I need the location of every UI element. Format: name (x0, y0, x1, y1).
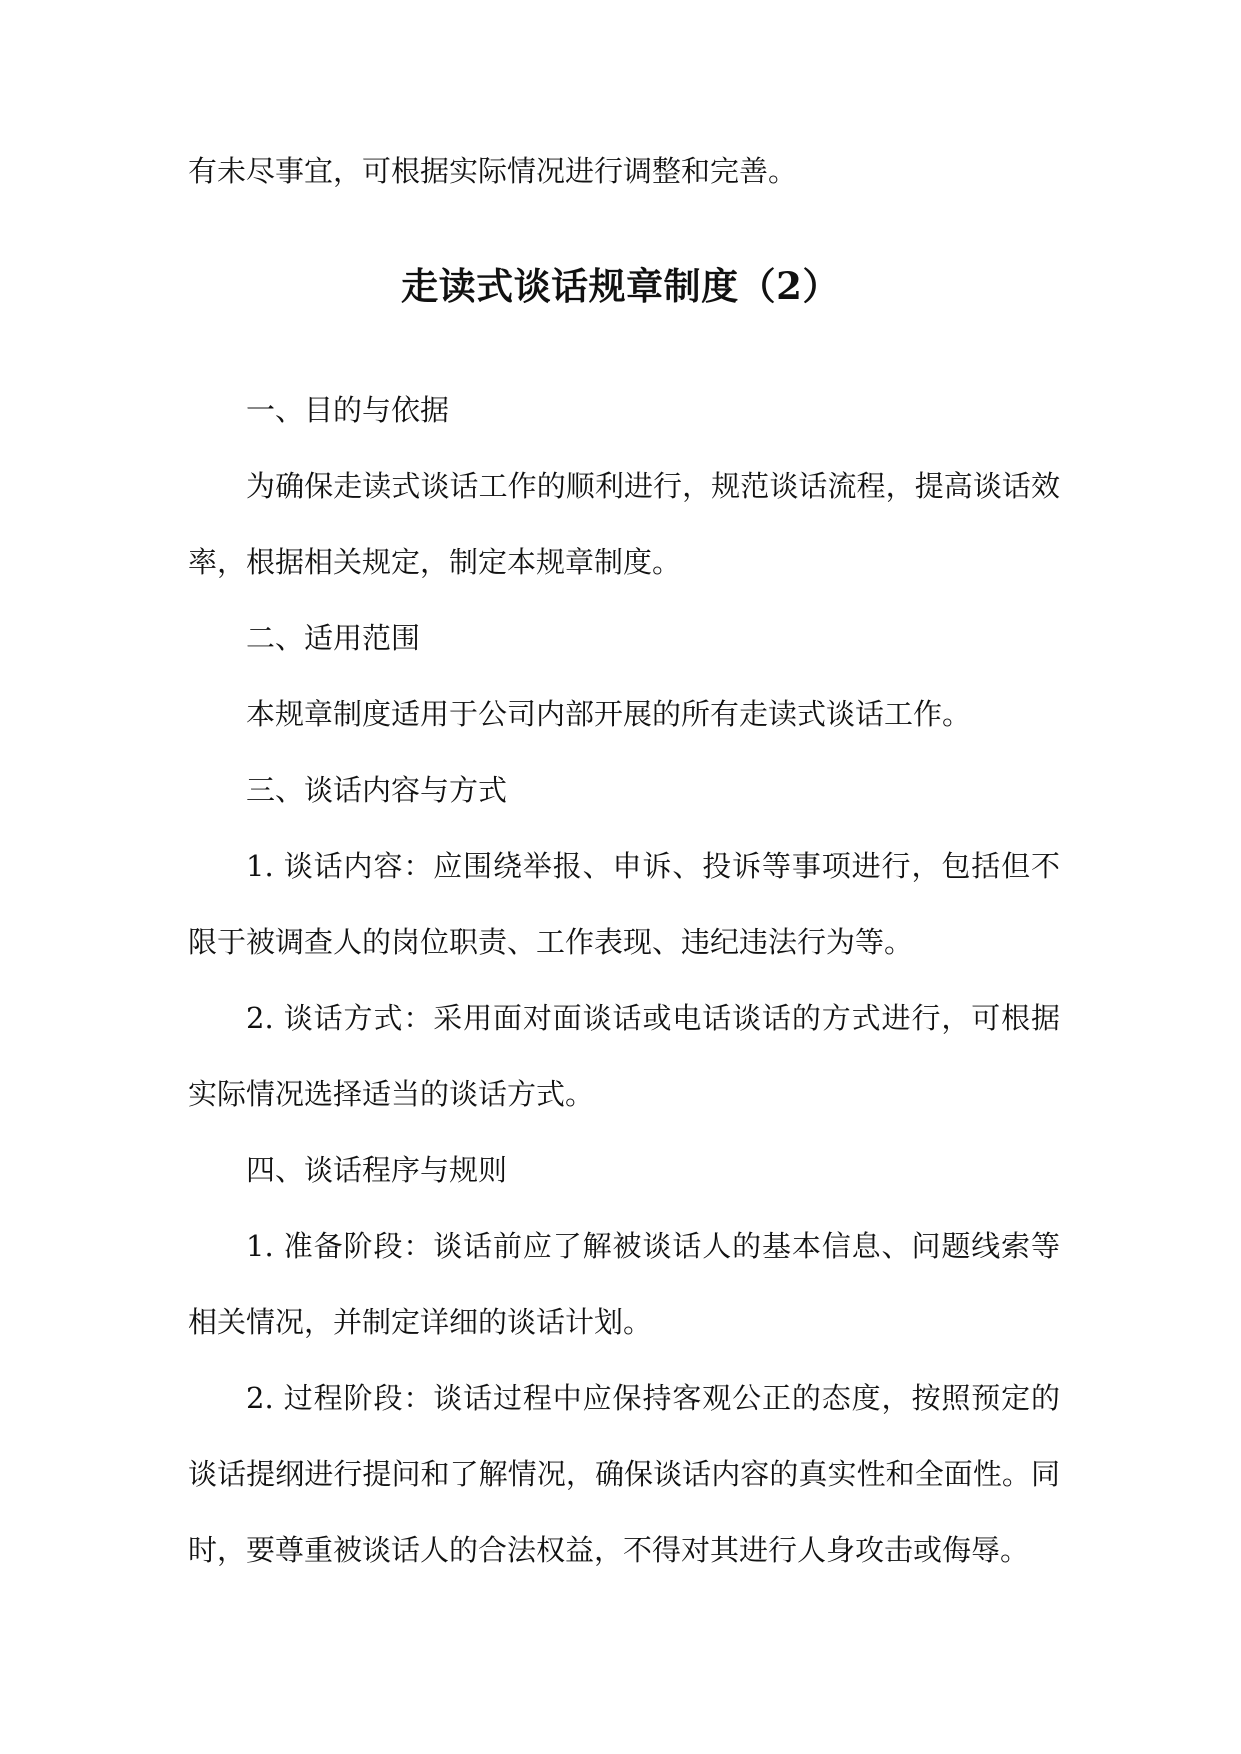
paragraph-line: 实际情况选择适当的谈话方式。 (188, 1077, 595, 1111)
paragraph-line: 限于被调查人的岗位职责、工作表现、违纪违法行为等。 (188, 925, 914, 959)
section-heading-procedure: 四、谈话程序与规则 (246, 1153, 508, 1187)
paragraph-scope (188, 676, 1060, 752)
paragraph-line: 为确保走读式谈话工作的顺利进行，规范谈话流程，提高谈话效 (246, 469, 1060, 503)
section-heading-scope: 二、适用范围 (246, 621, 421, 655)
paragraph-line: 1. 谈话内容：应围绕举报、申诉、投诉等事项进行，包括但不 (246, 849, 1060, 883)
paragraph-line: 2. 谈话方式：采用面对面谈话或电话谈话的方式进行，可根据 (246, 1001, 1060, 1035)
list-item-process (188, 1360, 1060, 1588)
paragraph-line: 1. 准备阶段：谈话前应了解被谈话人的基本信息、问题线索等 (246, 1229, 1060, 1263)
section-heading-content-method: 三、谈话内容与方式 (246, 773, 508, 807)
list-item-preparation (188, 1208, 1060, 1360)
paragraph-line: 时，要尊重被谈话人的合法权益，不得对其进行人身攻击或侮辱。 (188, 1533, 1030, 1567)
document-body (188, 372, 1060, 1588)
paragraph-purpose (188, 448, 1060, 600)
paragraph-line: 率，根据相关规定，制定本规章制度。 (188, 545, 682, 579)
paragraph-line: 本规章制度适用于公司内部开展的所有走读式谈话工作。 (246, 697, 972, 731)
paragraph-line: 谈话提纲进行提问和了解情况，确保谈话内容的真实性和全面性。同 (188, 1457, 1060, 1491)
list-item-content (188, 828, 1060, 980)
paragraph-line: 2. 过程阶段：谈话过程中应保持客观公正的态度，按照预定的 (246, 1381, 1060, 1415)
list-item-method (188, 980, 1060, 1132)
continuation-line: 有未尽事宜，可根据实际情况进行调整和完善。 (188, 154, 798, 188)
section-heading-purpose: 一、目的与依据 (246, 393, 450, 427)
paragraph-line: 相关情况，并制定详细的谈话计划。 (188, 1305, 653, 1339)
document-title: 走读式谈话规章制度（2） (401, 264, 840, 308)
